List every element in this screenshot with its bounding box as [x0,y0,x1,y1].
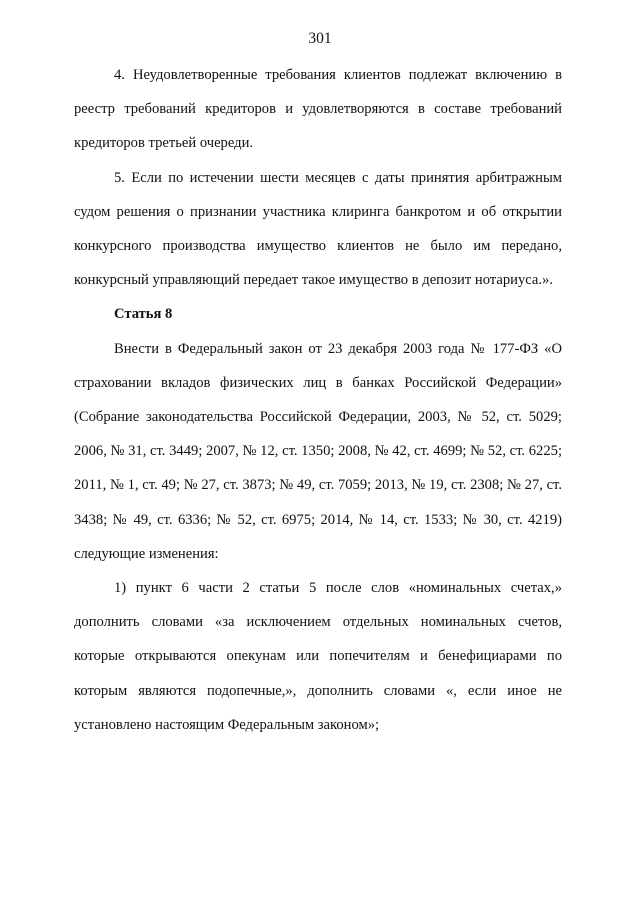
paragraph-5: 5. Если по истечении шести месяцев с даты принятия арбитражным судом решения о признании участника клиринга банкротом и об открытии конкурсного производства имущество клиентов не было им передано, конкурсный управляющий передает такое имущество в депозит нотариуса.». [74,169,562,289]
article-heading: Статья 8 [114,306,173,323]
list-item-1: 1) пункт 6 части 2 статьи 5 после слов «номинальных счетах,» дополнить словами «за исключением отдельных номинальных счетов, которые открываются опекунам или попечителям и бенефициарами по которым являются подопечные,», дополнить словами «, если иное не установлено настоящим Федеральным законом»; [74,580,562,733]
article-intro-paragraph: Внести в Федеральный закон от 23 декабря 2003 года № 177-ФЗ «О страховании вкладов физических лиц в банках Российской Федерации» (Собрание законодательства Российской Федерации, 2003, № 52, ст. 5029; 2006, № 31, ст. 3449; 2007, № 12, ст. 1350; 2008, № 42, ст. 4699; № 52, ст. 6225; 2011, № 1, ст. 49; № 27, ст. 3873; № 49, ст. 7059; 2013, № 19, ст. 2308; № 27, ст. 3438; № 49, ст. 6336; № 52, ст. 6975; 2014, № 14, ст. 1533; № 30, ст. 4219) следующие изменения: [74,340,562,562]
document-body [74,58,562,742]
page-number: 301 [308,30,332,47]
paragraph-4: 4. Неудовлетворенные требования клиентов подлежат включению в реестр требований кредиторов и удовлетворяются в составе требований кредиторов третьей очереди. [74,67,562,152]
